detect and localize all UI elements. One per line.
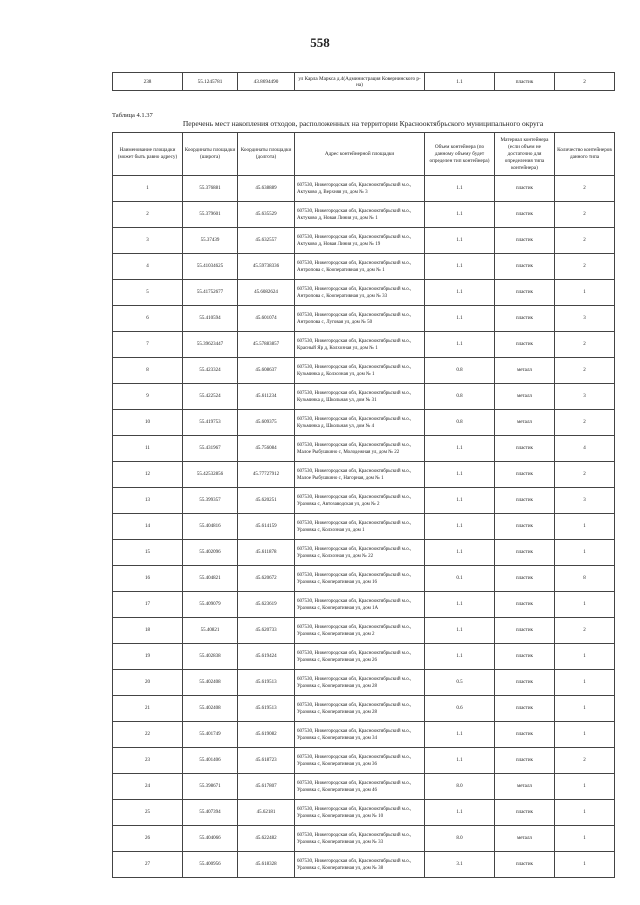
- address-cell: 607530, Нижегородская обл, Краснооктябрьский м.о., Уразовка с, Кооперативная ул, дом 34: [295, 722, 425, 748]
- site-name-cell: 3: [113, 228, 183, 254]
- volume-cell: 8.0: [425, 826, 495, 852]
- address-cell: 607530, Нижегородская обл, Краснооктябрьский м.о., Уразовка с, Кооперативная ул, дом № 10: [295, 800, 425, 826]
- volume-cell: 1.1: [425, 592, 495, 618]
- table-row: [113, 228, 615, 254]
- address-cell: 607530, Нижегородская обл, Краснооктябрьский м.о., Кузьминка д, Школьная ул, дом № 4: [295, 410, 425, 436]
- count-cell: 1: [555, 774, 615, 800]
- table-row: [113, 722, 615, 748]
- volume-cell: 1.1: [425, 800, 495, 826]
- latitude-cell: 55.401406: [183, 748, 238, 774]
- count-cell: 3: [555, 488, 615, 514]
- site-name-cell: 21: [113, 696, 183, 722]
- table-header-row: [113, 133, 615, 176]
- table-row: [113, 670, 615, 696]
- longitude-cell: 45.617807: [238, 774, 295, 800]
- count-cell: 1: [555, 670, 615, 696]
- volume-cell: 1.1: [425, 540, 495, 566]
- count-cell: 8: [555, 566, 615, 592]
- address-cell: 607530, Нижегородская обл, Краснооктябрьский м.о., Уразовка с, Кооперативная ул, дом 26: [295, 644, 425, 670]
- site-name-cell: 19: [113, 644, 183, 670]
- longitude-cell: 45.611234: [238, 384, 295, 410]
- address-cell: 607530, Нижегородская обл, Краснооктябрьский м.о., Уразовка с, Кооперативная ул, дом 28: [295, 670, 425, 696]
- latitude-cell: 55.404816: [183, 514, 238, 540]
- longitude-cell: 45.608637: [238, 358, 295, 384]
- longitude-cell: 45.620733: [238, 618, 295, 644]
- address-cell: 607530, Нижегородская обл, Краснооктябрьский м.о., Антропова с, Кооперативная ул, дом № 33: [295, 280, 425, 306]
- latitude-cell: 55.37439: [183, 228, 238, 254]
- longitude-cell: 45.638889: [238, 176, 295, 202]
- volume-cell: 1.1: [425, 306, 495, 332]
- site-name-cell: 13: [113, 488, 183, 514]
- count-cell: 1: [555, 514, 615, 540]
- volume-cell: 8.0: [425, 774, 495, 800]
- site-name-cell: 16: [113, 566, 183, 592]
- latitude-cell: 55.1245781: [183, 73, 238, 91]
- latitude-cell: 55.41752677: [183, 280, 238, 306]
- longitude-cell: 45.620251: [238, 488, 295, 514]
- latitude-cell: 55.409079: [183, 592, 238, 618]
- count-cell: 1: [555, 722, 615, 748]
- table-row: [113, 852, 615, 878]
- table-row: [113, 254, 615, 280]
- volume-cell: 1.1: [425, 748, 495, 774]
- address-cell: 607530, Нижегородская обл, Краснооктябрьский м.о., Уразовка с, Кооперативная ул, дом 16: [295, 566, 425, 592]
- table-row: [113, 540, 615, 566]
- material-cell: пластик: [495, 592, 555, 618]
- longitude-cell: 45.635529: [238, 202, 295, 228]
- site-name-cell: 20: [113, 670, 183, 696]
- waste-sites-table: [112, 132, 615, 878]
- site-name-cell: 2: [113, 202, 183, 228]
- table-row: [113, 436, 615, 462]
- address-cell: 607530, Нижегородская обл, Краснооктябрьский м.о., Уразовка с, Кооперативная ул, дом № 33: [295, 826, 425, 852]
- table-row: [113, 176, 615, 202]
- address-cell: 607530, Нижегородская обл, Краснооктябрьский м.о., Уразовка с, Кооперативная ул, дом 46: [295, 774, 425, 800]
- longitude-cell: 45.618723: [238, 748, 295, 774]
- address-cell: 607530, Нижегородская обл, Краснооктябрьский м.о., Малое Рыбушкино с, Молодежная ул, дом № 22: [295, 436, 425, 462]
- address-cell: 607530, Нижегородская обл, Краснооктябрьский м.о., Антропова с, Луговая ул, дом № 50: [295, 306, 425, 332]
- count-cell: 1: [555, 800, 615, 826]
- material-cell: пластик: [495, 644, 555, 670]
- table-row: [113, 618, 615, 644]
- site-name-cell: 26: [113, 826, 183, 852]
- address-cell: 607530, Нижегородская обл, Краснооктябрьский м.о., Уразовка с, Кооперативная ул, дом 2: [295, 618, 425, 644]
- longitude-cell: 45.619082: [238, 722, 295, 748]
- table-row: [113, 73, 615, 91]
- volume-cell: 0.1: [425, 566, 495, 592]
- material-cell: металл: [495, 826, 555, 852]
- latitude-cell: 55.41034625: [183, 254, 238, 280]
- site-name-cell: 27: [113, 852, 183, 878]
- column-header: Адрес контейнерной площадки: [295, 133, 425, 176]
- latitude-cell: 55.407394: [183, 800, 238, 826]
- longitude-cell: 45.62181: [238, 800, 295, 826]
- longitude-cell: 45.756084: [238, 436, 295, 462]
- site-name-cell: 17: [113, 592, 183, 618]
- longitude-cell: 45.618328: [238, 852, 295, 878]
- count-cell: 1: [555, 826, 615, 852]
- longitude-cell: 45.614159: [238, 514, 295, 540]
- count-cell: 1: [555, 540, 615, 566]
- material-cell: металл: [495, 358, 555, 384]
- site-name-cell: 7: [113, 332, 183, 358]
- table-row: [113, 514, 615, 540]
- material-cell: металл: [495, 384, 555, 410]
- address-cell: 607530, Нижегородская обл, Краснооктябрьский м.о., Уразовка с, Кооперативная ул, дом 28: [295, 696, 425, 722]
- table-row: [113, 826, 615, 852]
- latitude-cell: 55.410594: [183, 306, 238, 332]
- volume-cell: 1.1: [425, 514, 495, 540]
- longitude-cell: 45.59738336: [238, 254, 295, 280]
- material-cell: пластик: [495, 228, 555, 254]
- address-cell: 607530, Нижегородская обл, Краснооктябрьский м.о., Актуково д, Новая Линия ул, дом № 19: [295, 228, 425, 254]
- page-number: 558: [310, 35, 330, 50]
- table-row: [113, 306, 615, 332]
- count-cell: 2: [555, 618, 615, 644]
- address-cell: 607530, Нижегородская обл, Краснооктябрьский м.о., Антропова с, Кооперативная ул, дом № 1: [295, 254, 425, 280]
- volume-cell: 0.8: [425, 358, 495, 384]
- longitude-cell: 45.619424: [238, 644, 295, 670]
- address-cell: 607530, Нижегородская обл, Краснооктябрьский м.о., Уразовка с, Кооперативная ул, дом 36: [295, 748, 425, 774]
- count-cell: 2: [555, 254, 615, 280]
- count-cell: 2: [555, 748, 615, 774]
- latitude-cell: 55.402838: [183, 644, 238, 670]
- longitude-cell: 45.611878: [238, 540, 295, 566]
- table-row: [113, 566, 615, 592]
- latitude-cell: 55.42532856: [183, 462, 238, 488]
- table-row: [113, 800, 615, 826]
- longitude-cell: 45.609375: [238, 410, 295, 436]
- longitude-cell: 45.632557: [238, 228, 295, 254]
- material-cell: пластик: [495, 540, 555, 566]
- latitude-cell: 55.423324: [183, 358, 238, 384]
- volume-cell: 0.5: [425, 670, 495, 696]
- latitude-cell: 55.379601: [183, 202, 238, 228]
- material-cell: пластик: [495, 514, 555, 540]
- volume-cell: 1.1: [425, 73, 495, 91]
- site-name-cell: 12: [113, 462, 183, 488]
- column-header: Количество контейнеров данного типа: [555, 133, 615, 176]
- volume-cell: 0.8: [425, 410, 495, 436]
- material-cell: пластик: [495, 566, 555, 592]
- site-name-cell: 1: [113, 176, 183, 202]
- table-row: [113, 280, 615, 306]
- latitude-cell: 55.402408: [183, 696, 238, 722]
- volume-cell: 1.1: [425, 436, 495, 462]
- count-cell: 1: [555, 852, 615, 878]
- longitude-cell: 45.623619: [238, 592, 295, 618]
- site-name-cell: 8: [113, 358, 183, 384]
- table-row: [113, 410, 615, 436]
- material-cell: пластик: [495, 462, 555, 488]
- table-row: [113, 384, 615, 410]
- longitude-cell: 45.6082624: [238, 280, 295, 306]
- address-cell: 607530, Нижегородская обл, Краснооктябрьский м.о., Уразовка с, Автозаводская ул, дом № 2: [295, 488, 425, 514]
- column-header: Наименование площадки (может быть равно адресу): [113, 133, 183, 176]
- count-cell: 2: [555, 228, 615, 254]
- site-name-cell: 9: [113, 384, 183, 410]
- address-cell: ул Карла Маркса д.4(Администрация Ковернинского р-на): [295, 73, 425, 91]
- count-cell: 2: [555, 332, 615, 358]
- material-cell: пластик: [495, 332, 555, 358]
- longitude-cell: 43.8694490: [238, 73, 295, 91]
- latitude-cell: 55.402096: [183, 540, 238, 566]
- table-row: [113, 774, 615, 800]
- longitude-cell: 45.601074: [238, 306, 295, 332]
- count-cell: 1: [555, 644, 615, 670]
- material-cell: пластик: [495, 254, 555, 280]
- site-name-cell: 5: [113, 280, 183, 306]
- volume-cell: 1.1: [425, 228, 495, 254]
- site-name-cell: 18: [113, 618, 183, 644]
- table-row: [113, 358, 615, 384]
- site-name-cell: 238: [113, 73, 183, 91]
- table-row: [113, 748, 615, 774]
- longitude-cell: 45.77727912: [238, 462, 295, 488]
- latitude-cell: 55.419753: [183, 410, 238, 436]
- count-cell: 3: [555, 306, 615, 332]
- site-name-cell: 4: [113, 254, 183, 280]
- volume-cell: 1.1: [425, 488, 495, 514]
- site-name-cell: 11: [113, 436, 183, 462]
- count-cell: 2: [555, 410, 615, 436]
- count-cell: 1: [555, 280, 615, 306]
- volume-cell: 1.1: [425, 254, 495, 280]
- count-cell: 2: [555, 202, 615, 228]
- table-row: [113, 696, 615, 722]
- site-name-cell: 23: [113, 748, 183, 774]
- latitude-cell: 55.399357: [183, 488, 238, 514]
- table-body: [113, 176, 615, 878]
- longitude-cell: 45.619513: [238, 696, 295, 722]
- previous-table-row: [112, 72, 615, 91]
- site-name-cell: 14: [113, 514, 183, 540]
- latitude-cell: 55.422524: [183, 384, 238, 410]
- volume-cell: 1.1: [425, 618, 495, 644]
- latitude-cell: 55.404821: [183, 566, 238, 592]
- address-cell: 607530, Нижегородская обл, Краснооктябрьский м.о., Уразовка с, Кооперативная ул, дом № 38: [295, 852, 425, 878]
- material-cell: пластик: [495, 280, 555, 306]
- site-name-cell: 22: [113, 722, 183, 748]
- volume-cell: 1.1: [425, 202, 495, 228]
- count-cell: 2: [555, 176, 615, 202]
- latitude-cell: 55.404066: [183, 826, 238, 852]
- material-cell: пластик: [495, 436, 555, 462]
- longitude-cell: 45.619513: [238, 670, 295, 696]
- volume-cell: 1.1: [425, 176, 495, 202]
- count-cell: 4: [555, 436, 615, 462]
- table-row: [113, 644, 615, 670]
- material-cell: пластик: [495, 852, 555, 878]
- material-cell: металл: [495, 774, 555, 800]
- material-cell: пластик: [495, 800, 555, 826]
- material-cell: пластик: [495, 306, 555, 332]
- latitude-cell: 55.398671: [183, 774, 238, 800]
- site-name-cell: 15: [113, 540, 183, 566]
- latitude-cell: 55.401749: [183, 722, 238, 748]
- count-cell: 1: [555, 592, 615, 618]
- table-row: [113, 202, 615, 228]
- latitude-cell: 55.402408: [183, 670, 238, 696]
- address-cell: 607530, Нижегородская обл, Краснооктябрьский м.о., Актуково д, Новая Линия ул, дом № 1: [295, 202, 425, 228]
- address-cell: 607530, Нижегородская обл, Краснооктябрьский м.о., Кузьминка д, Школьная ул, дом № 31: [295, 384, 425, 410]
- longitude-cell: 45.620672: [238, 566, 295, 592]
- site-name-cell: 25: [113, 800, 183, 826]
- latitude-cell: 55.39623447: [183, 332, 238, 358]
- material-cell: пластик: [495, 202, 555, 228]
- count-cell: 1: [555, 696, 615, 722]
- volume-cell: 0.6: [425, 696, 495, 722]
- count-cell: 3: [555, 384, 615, 410]
- volume-cell: 3.1: [425, 852, 495, 878]
- table-row: [113, 488, 615, 514]
- volume-cell: 1.1: [425, 722, 495, 748]
- address-cell: 607530, Нижегородская обл, Краснооктябрьский м.о., Уразовка с, Кооперативная ул, дом 1А: [295, 592, 425, 618]
- material-cell: металл: [495, 410, 555, 436]
- table-number: Таблица 4.1.37: [112, 112, 153, 119]
- volume-cell: 1.1: [425, 332, 495, 358]
- site-name-cell: 6: [113, 306, 183, 332]
- address-cell: 607530, Нижегородская обл, Краснооктябрьский м.о., Кузьминка д, Колхозная ул, дом № 1: [295, 358, 425, 384]
- material-cell: пластик: [495, 73, 555, 91]
- column-header: Координаты площадки (долгота): [238, 133, 295, 176]
- site-name-cell: 24: [113, 774, 183, 800]
- material-cell: пластик: [495, 722, 555, 748]
- volume-cell: 1.1: [425, 280, 495, 306]
- site-name-cell: 10: [113, 410, 183, 436]
- material-cell: пластик: [495, 176, 555, 202]
- material-cell: пластик: [495, 618, 555, 644]
- latitude-cell: 55.40821: [183, 618, 238, 644]
- volume-cell: 1.1: [425, 644, 495, 670]
- volume-cell: 0.8: [425, 384, 495, 410]
- count-cell: 2: [555, 462, 615, 488]
- latitude-cell: 55.376881: [183, 176, 238, 202]
- table-row: [113, 592, 615, 618]
- count-cell: 2: [555, 73, 615, 91]
- count-cell: 2: [555, 358, 615, 384]
- latitude-cell: 55.400956: [183, 852, 238, 878]
- latitude-cell: 55.431967: [183, 436, 238, 462]
- longitude-cell: 45.622482: [238, 826, 295, 852]
- material-cell: пластик: [495, 670, 555, 696]
- address-cell: 607530, Нижегородская обл, Краснооктябрьский м.о., Уразовка с, Колхозная ул, дом 1: [295, 514, 425, 540]
- column-header: Объем контейнера (по данному объему будет определен тип контейнера): [425, 133, 495, 176]
- table-title: Перечень мест накопления отходов, расположенных на территории Краснооктябрьского муниципального округа: [182, 119, 544, 128]
- table-row: [113, 462, 615, 488]
- volume-cell: 1.1: [425, 462, 495, 488]
- address-cell: 607530, Нижегородская обл, Краснооктябрьский м.о., Красный Яр д, Колхозная ул, дом № 1: [295, 332, 425, 358]
- address-cell: 607530, Нижегородская обл, Краснооктябрьский м.о., Уразовка с, Колхозная ул, дом № 22: [295, 540, 425, 566]
- column-header: Материал контейнера (если объем не достаточно для определения типа контейнера): [495, 133, 555, 176]
- address-cell: 607530, Нижегородская обл, Краснооктябрьский м.о., Малое Рыбушкино с, Нагорная, дом № 1: [295, 462, 425, 488]
- table-row: [113, 332, 615, 358]
- material-cell: пластик: [495, 488, 555, 514]
- material-cell: пластик: [495, 696, 555, 722]
- longitude-cell: 45.57883857: [238, 332, 295, 358]
- column-header: Координаты площадки (широта): [183, 133, 238, 176]
- material-cell: пластик: [495, 748, 555, 774]
- address-cell: 607530, Нижегородская обл, Краснооктябрьский м.о., Актуково д, Верхняя ул, дом № 3: [295, 176, 425, 202]
